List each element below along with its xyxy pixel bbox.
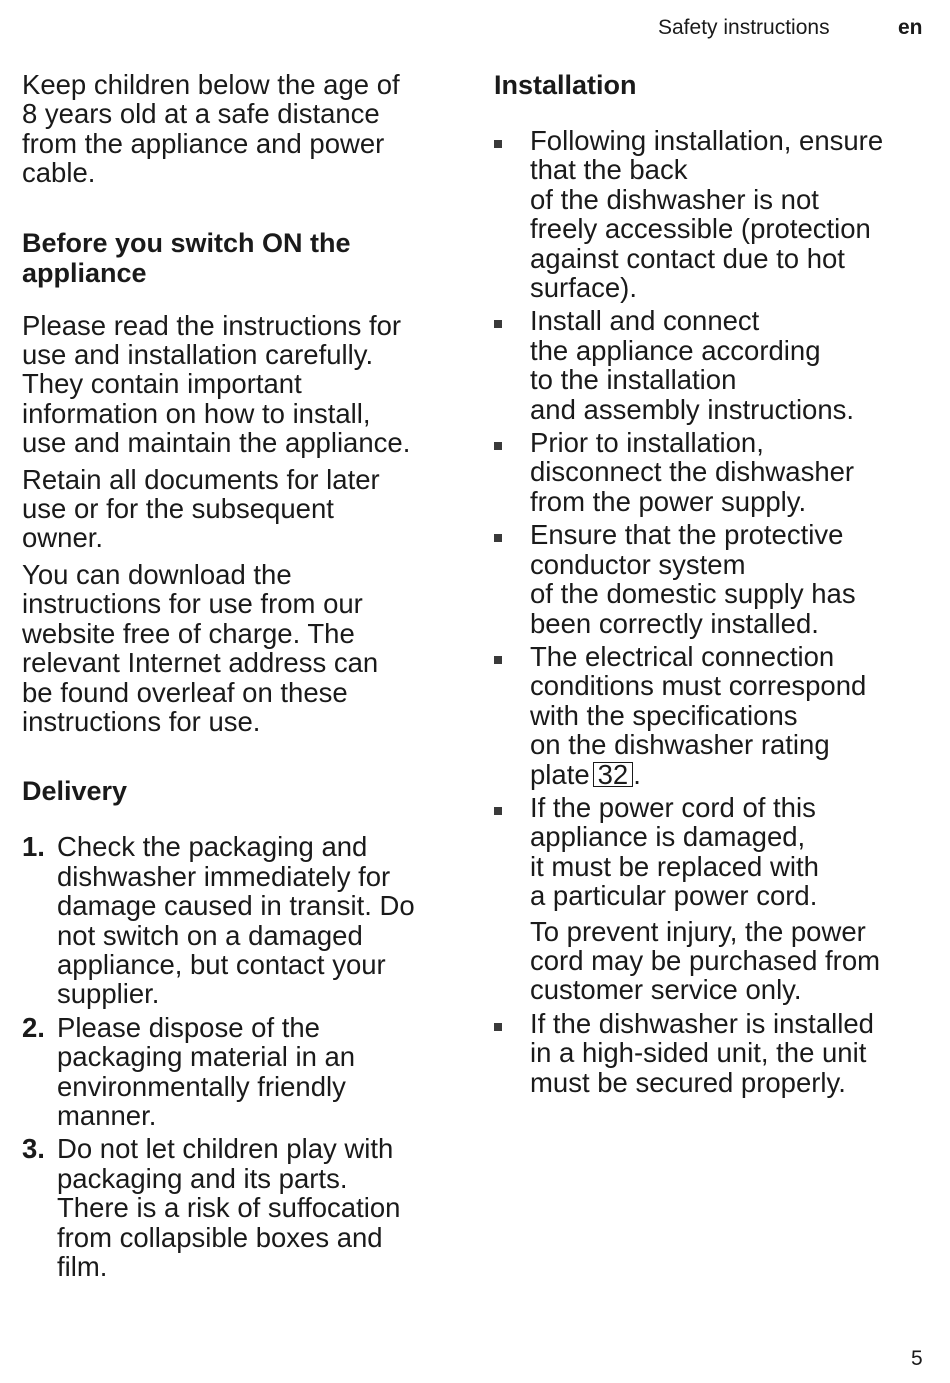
page-number: 5 (911, 1347, 923, 1370)
installation-item-text: Install and connect the appliance according to the installation and assembly instructions. (530, 305, 855, 425)
bullet-square-icon (494, 520, 530, 638)
installation-item (494, 428, 926, 516)
rating-plate-reference: 32 (593, 762, 634, 787)
installation-item-text: Ensure that the protective conductor system of the domestic supply has been correctly installed. (530, 519, 856, 639)
header-section-title: Safety instructions (658, 16, 830, 39)
read-instructions-paragraph: Please read the instructions for use and installation carefully. They contain important information on how to install, use and maintain the appliance. (22, 309, 411, 459)
step-text: Please dispose of the packaging material in an environmentally friendly manner. (57, 1011, 356, 1131)
step-text: Check the packaging and dishwasher immediately for damage caused in transit. Do not switch on a damaged appliance, but contact your supplier. (57, 831, 415, 1010)
installation-item-text: The electrical connection conditions must correspond with the specifications on the dishwasher rating plate (530, 640, 867, 790)
header-language-code: en (898, 16, 923, 39)
delivery-list (22, 832, 462, 1281)
step-number: 3. (22, 1133, 45, 1165)
rating-plate-item-content (530, 642, 866, 789)
delivery-step (22, 832, 462, 1008)
installation-list (494, 126, 926, 1097)
installation-item-text: Prior to installation, disconnect the dishwasher from the power supply. (530, 427, 855, 517)
delivery-step (22, 1013, 462, 1131)
bullet-square-icon (494, 306, 530, 424)
installation-item-text: Following installation, ensure that the back of the dishwasher is not freely accessible (protection against contact due to hot surface). (530, 125, 884, 304)
right-column (494, 70, 926, 1097)
bullet-square-icon (494, 642, 530, 789)
delivery-step (22, 1134, 462, 1281)
bullet-square-icon (494, 1009, 530, 1097)
left-column (22, 70, 462, 1281)
installation-heading: Installation (494, 70, 637, 100)
installation-item (494, 520, 926, 638)
power-cord-item-content (530, 793, 880, 1005)
bullet-square-icon (494, 793, 530, 1005)
installation-item (494, 1009, 926, 1097)
step-number: 2. (22, 1011, 45, 1043)
power-cord-note: To prevent injury, the power cord may be purchased from customer service only. (530, 915, 881, 1006)
bullet-square-icon (494, 428, 530, 516)
bullet-square-icon (494, 126, 530, 302)
installation-item-text: If the dishwasher is installed in a high-sided unit, the unit must be secured properly. (530, 1007, 874, 1098)
download-instructions-paragraph: You can download the instructions for use from our website free of charge. The relevant Internet address can be found overleaf on these instructions for use. (22, 558, 379, 737)
step-number: 1. (22, 831, 45, 863)
intro-paragraph: Keep children below the age of 8 years old at a safe distance from the appliance and power cable. (22, 69, 400, 189)
installation-item-text: If the power cord of this appliance is damaged, it must be replaced with a particular power cord. (530, 791, 819, 912)
sentence-end: . (633, 758, 641, 790)
step-text: Do not let children play with packaging and its parts. There is a risk of suffocation from collapsible boxes and film. (57, 1133, 401, 1282)
installation-item (494, 126, 926, 302)
delivery-heading: Delivery (22, 776, 128, 807)
retain-documents-paragraph: Retain all documents for later use or for the subsequent owner. (22, 463, 380, 554)
before-switch-on-heading: Before you switch ON the appliance (22, 227, 351, 288)
installation-item (494, 793, 926, 1005)
installation-item (494, 642, 926, 789)
installation-item (494, 306, 926, 424)
